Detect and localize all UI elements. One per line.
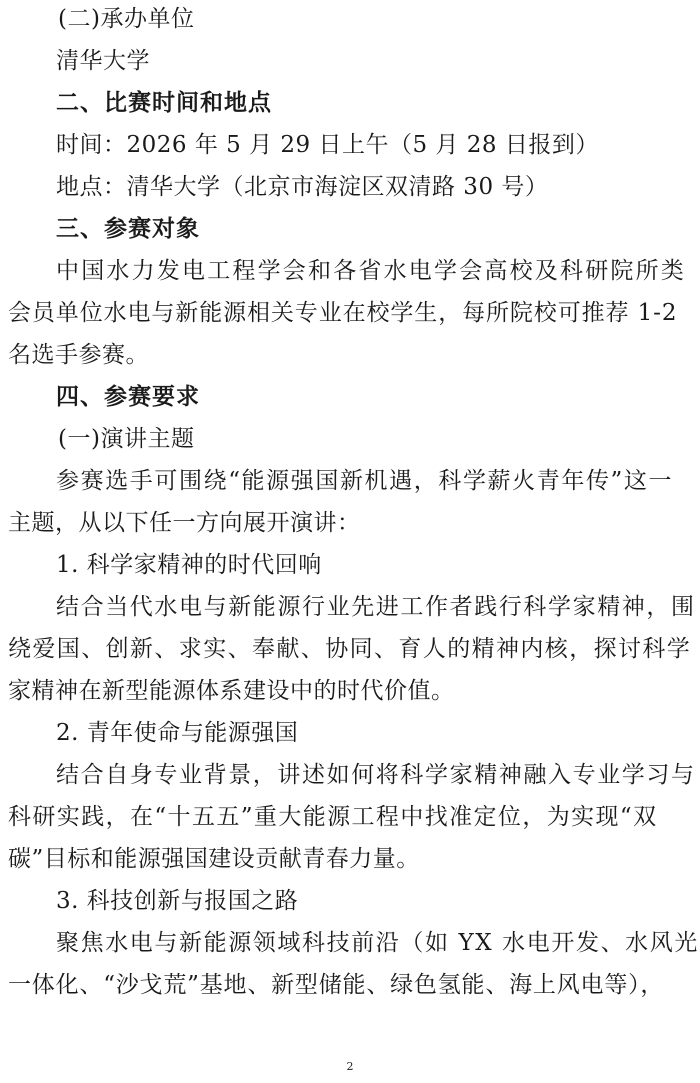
subsection-heading-topic: (一)演讲主题 <box>58 426 195 452</box>
list-item-heading: 3. 科技创新与报国之路 <box>56 888 299 914</box>
paragraph-line: 聚焦水电与新能源领域科技前沿（如 YX 水电开发、水风光 <box>56 930 699 956</box>
section-heading-requirements: 四、参赛要求 <box>56 384 200 410</box>
list-item-heading: 1. 科学家精神的时代回响 <box>56 552 322 578</box>
paragraph-line: 名选手参赛。 <box>8 342 149 368</box>
list-item-heading: 2. 青年使命与能源强国 <box>56 720 299 746</box>
paragraph-line: 会员单位水电与新能源相关专业在校学生，每所院校可推荐 1-2 <box>8 300 678 326</box>
section-heading-time-location: 二、比赛时间和地点 <box>56 90 272 116</box>
paragraph-line: 结合自身专业背景，讲述如何将科学家精神融入专业学习与 <box>56 762 696 788</box>
paragraph-line: 绕爱国、创新、求实、奉献、协同、育人的精神内核，探讨科学 <box>8 636 692 662</box>
paragraph-line: 结合当代水电与新能源行业先进工作者践行科学家精神，围 <box>56 594 696 620</box>
paragraph-line: 时间：2026 年 5 月 29 日上午（5 月 28 日报到） <box>56 132 599 158</box>
paragraph-line: 家精神在新型能源体系建设中的时代价值。 <box>8 678 455 704</box>
paragraph-line: 中国水力发电工程学会和各省水电学会高校及科研院所类 <box>56 258 686 284</box>
page-number: 2 <box>346 1060 354 1073</box>
section-heading-participants: 三、参赛对象 <box>56 216 200 242</box>
subsection-heading-organizer: (二)承办单位 <box>58 6 195 32</box>
paragraph-line: 碳”目标和能源强国建设贡献青春力量。 <box>8 846 420 872</box>
paragraph-line: 清华大学 <box>56 48 150 74</box>
paragraph-line: 主题，从以下任一方向展开演讲： <box>8 510 361 536</box>
paragraph-line: 一体化、“沙戈荒”基地、新型储能、绿色氢能、海上风电等）， <box>8 972 665 998</box>
paragraph-line: 地点：清华大学（北京市海淀区双清路 30 号） <box>56 174 549 200</box>
paragraph-line: 科研实践，在“十五五”重大能源工程中找准定位，为实现“双 <box>8 804 658 830</box>
paragraph-line: 参赛选手可围绕“能源强国新机遇，科学薪火青年传”这一 <box>56 468 674 494</box>
